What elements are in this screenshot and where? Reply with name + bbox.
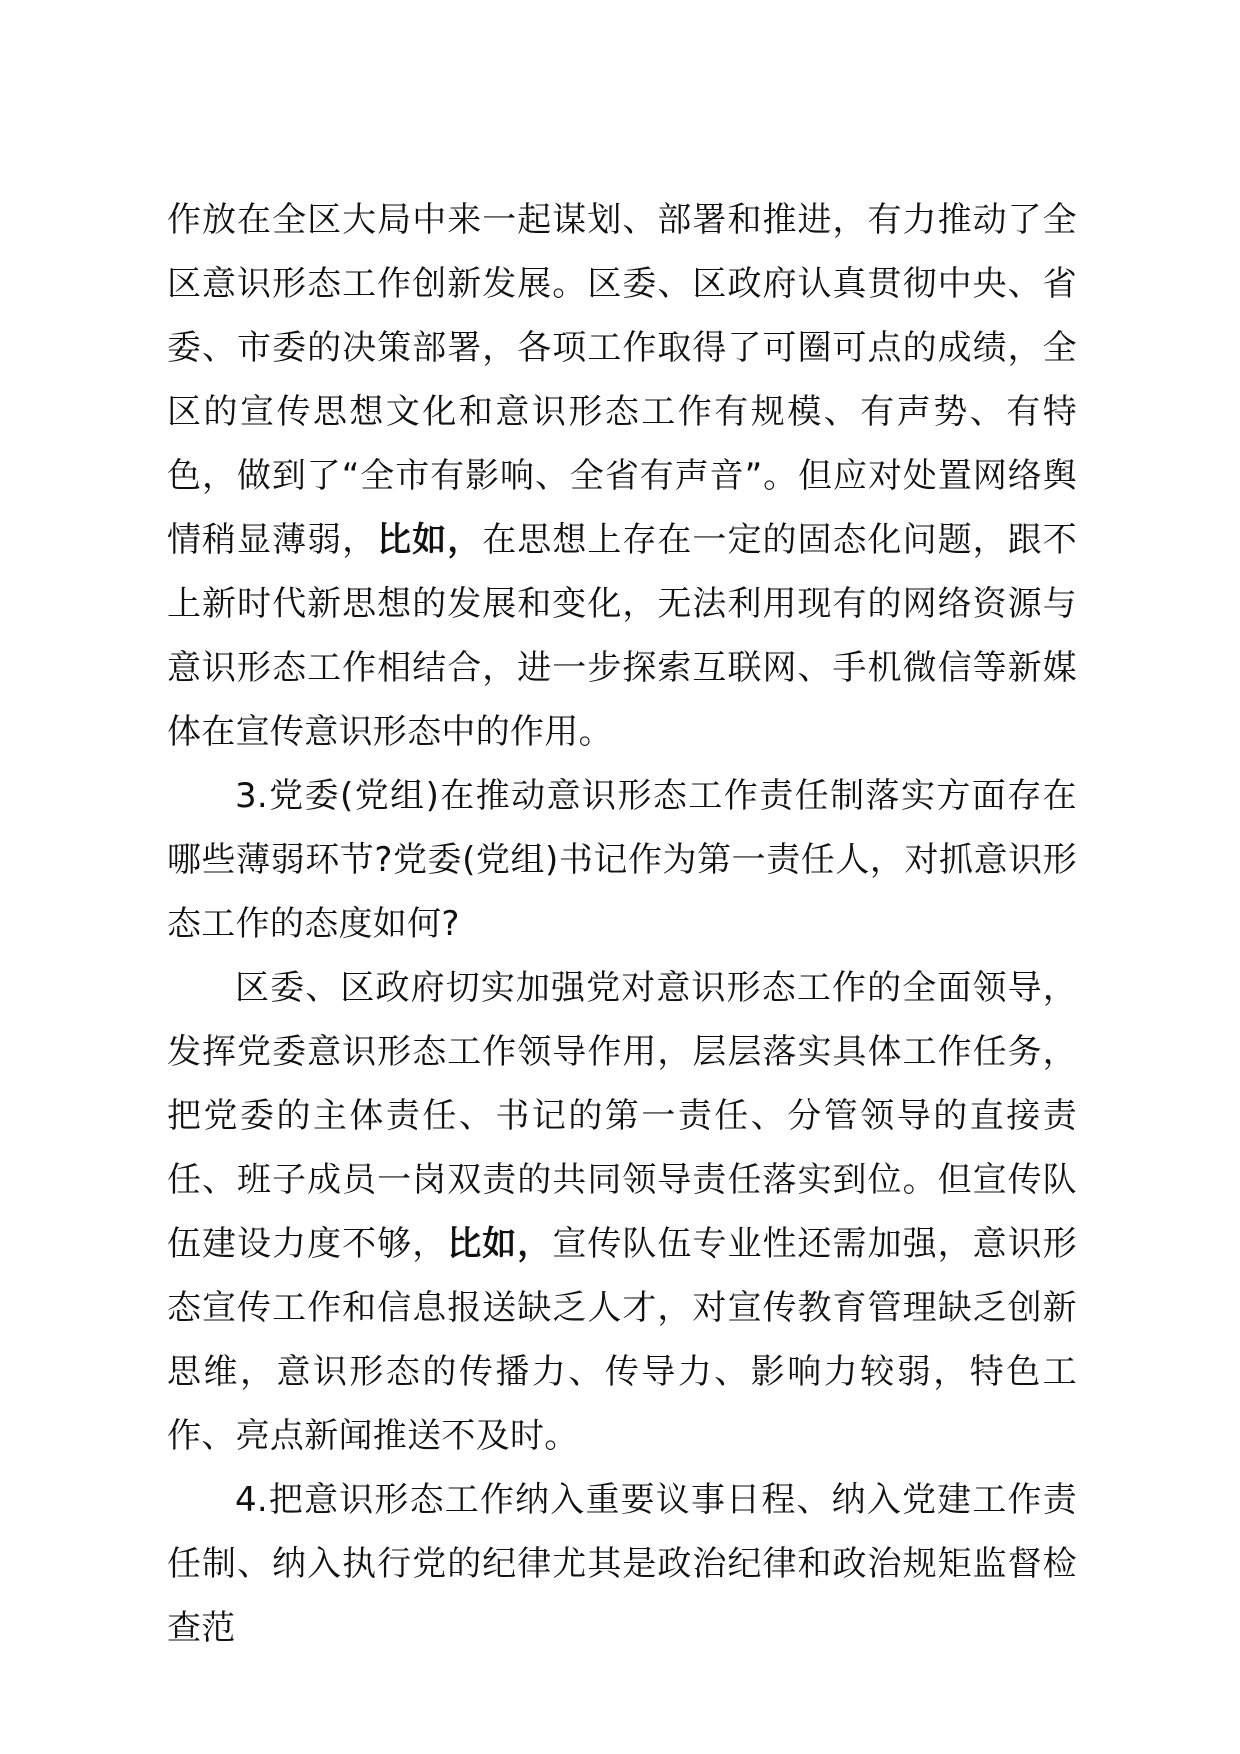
paragraph-text: 作放在全区大局中来一起谋划、部署和推进，有力推动了全区意识形态工作创新发展。区委、区政府认真贯彻中央、省委、市委的决策部署，各项工作取得了可圈可点的成绩，全区的宣传思想文化和意识形态工作有规模、有声势、有特色，做到了“全市有影响、全省有声音”。但应对处置网络舆情稍显薄弱， (167, 200, 1077, 560)
bold-phrase: 比如， (447, 1224, 553, 1264)
question-4: 4.把意识形态工作纳入重要议事日程、纳入党建工作责任制、纳入执行党的纪律尤其是政治纪律和政治规矩监督检查范 (167, 1480, 1077, 1648)
document-body (167, 188, 1077, 1660)
bold-phrase: 比如， (377, 520, 483, 560)
paragraph-text: 在思想上存在一定的固态化问题，跟不上新时代新思想的发展和变化，无法利用现有的网络资源与意识形态工作相结合，进一步探索互联网、手机微信等新媒体在宣传意识形态中的作用。 (167, 520, 1077, 752)
question-3: 3.党委(党组)在推动意识形态工作责任制落实方面存在哪些薄弱环节?党委(党组)书记作为第一责任人，对抓意识形态工作的态度如何? (167, 776, 1077, 944)
paragraph-text: 宣传队伍专业性还需加强，意识形态宣传工作和信息报送缺乏人才，对宣传教育管理缺乏创新思维，意识形态的传播力、传导力、影响力较弱，特色工作、亮点新闻推送不及时。 (167, 1224, 1078, 1456)
paragraph-text: 区委、区政府切实加强党对意识形态工作的全面领导，发挥党委意识形态工作领导作用，层层落实具体工作任务，把党委的主体责任、书记的第一责任、分管领导的直接责任、班子成员一岗双责的共同领导责任落实到位。但宣传队伍建设力度不够， (167, 968, 1077, 1264)
paragraph-answer-3 (167, 956, 1077, 1468)
paragraph-continuation (167, 188, 1077, 764)
